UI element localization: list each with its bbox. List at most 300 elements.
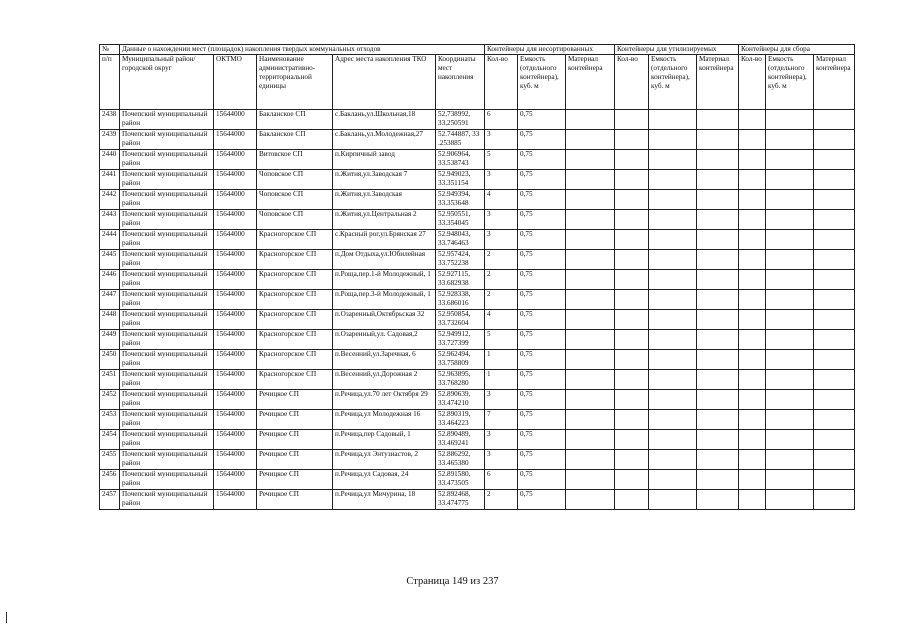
- oktmo-cell: 15644000: [214, 410, 257, 430]
- unsorted-count-cell: 3: [485, 170, 518, 190]
- empty-cell: [766, 430, 814, 450]
- empty-cell: [649, 170, 697, 190]
- admin-unit-cell: Красногорское СП: [257, 310, 333, 330]
- empty-cell: [615, 310, 649, 330]
- table-row: [100, 430, 855, 450]
- unsorted-capacity-cell: 0,75: [518, 410, 566, 430]
- empty-cell: [615, 430, 649, 450]
- municipality-cell: Почепский муниципальный район: [120, 410, 214, 430]
- empty-cell: [766, 350, 814, 370]
- unsorted-capacity-cell: 0,75: [518, 210, 566, 230]
- empty-cell: [566, 170, 615, 190]
- coords-cell: 52.744887, 33 .253885: [436, 130, 485, 150]
- empty-cell: [739, 270, 766, 290]
- empty-cell: [566, 450, 615, 470]
- empty-cell: [814, 430, 855, 450]
- empty-cell: [566, 290, 615, 310]
- empty-cell: [697, 250, 739, 270]
- empty-cell: [566, 270, 615, 290]
- unsorted-count-cell: 3: [485, 450, 518, 470]
- admin-unit-cell: Красногорское СП: [257, 230, 333, 250]
- unsorted-capacity-cell: 0,75: [518, 250, 566, 270]
- empty-cell: [615, 230, 649, 250]
- empty-cell: [649, 370, 697, 390]
- empty-cell: [649, 250, 697, 270]
- unsorted-count-cell: 3: [485, 230, 518, 250]
- empty-cell: [766, 110, 814, 130]
- row-number: 2446: [100, 270, 120, 290]
- row-number: 2441: [100, 170, 120, 190]
- header-recycle-capacity: Емкость (отдельного контейнера), куб. м: [649, 55, 697, 110]
- address-cell: п.Речица,пер Садовый, 1: [333, 430, 436, 450]
- oktmo-cell: 15644000: [214, 270, 257, 290]
- admin-unit-cell: Речицкое СП: [257, 430, 333, 450]
- empty-cell: [814, 390, 855, 410]
- table-row: [100, 150, 855, 170]
- admin-unit-cell: Чоповское СП: [257, 170, 333, 190]
- empty-cell: [566, 150, 615, 170]
- unsorted-capacity-cell: 0,75: [518, 230, 566, 250]
- unsorted-count-cell: 6: [485, 110, 518, 130]
- table-row: [100, 410, 855, 430]
- unsorted-capacity-cell: 0,75: [518, 490, 566, 510]
- empty-cell: [814, 330, 855, 350]
- coords-cell: 52.950551, 33.354045: [436, 210, 485, 230]
- header-recycle-group: Контейнеры для утилизируемых: [615, 45, 739, 55]
- municipality-cell: Почепский муниципальный район: [120, 390, 214, 410]
- header-unsorted-material: Материал контейнера: [566, 55, 615, 110]
- empty-cell: [566, 350, 615, 370]
- empty-cell: [739, 210, 766, 230]
- empty-cell: [566, 130, 615, 150]
- header-admin-unit: Наименование административно-территориальной единицы: [257, 55, 333, 110]
- unsorted-count-cell: 2: [485, 490, 518, 510]
- table-row: [100, 190, 855, 210]
- empty-cell: [649, 450, 697, 470]
- unsorted-capacity-cell: 0,75: [518, 390, 566, 410]
- empty-cell: [649, 110, 697, 130]
- unsorted-count-cell: 4: [485, 310, 518, 330]
- table-row: [100, 250, 855, 270]
- empty-cell: [814, 210, 855, 230]
- address-cell: п.Дом Отдыха,ул.Юбилейная: [333, 250, 436, 270]
- municipality-cell: Почепский муниципальный район: [120, 250, 214, 270]
- empty-cell: [615, 330, 649, 350]
- header-collection-material: Материал контейнера: [814, 55, 855, 110]
- empty-cell: [566, 370, 615, 390]
- table-row: [100, 310, 855, 330]
- empty-cell: [566, 210, 615, 230]
- empty-cell: [739, 310, 766, 330]
- table-row: [100, 470, 855, 490]
- header-collection-group: Контейнеры для сбора: [739, 45, 855, 55]
- admin-unit-cell: Речицкое СП: [257, 470, 333, 490]
- margin-mark: [6, 612, 7, 623]
- municipality-cell: Почепский муниципальный район: [120, 350, 214, 370]
- coords-cell: 52.963895, 33.768280: [436, 370, 485, 390]
- table-row: [100, 290, 855, 310]
- empty-cell: [814, 310, 855, 330]
- address-cell: п.Речица,ул Садовая, 24: [333, 470, 436, 490]
- empty-cell: [649, 330, 697, 350]
- unsorted-count-cell: 4: [485, 190, 518, 210]
- empty-cell: [739, 390, 766, 410]
- empty-cell: [566, 190, 615, 210]
- coords-cell: 52.892468, 33.474775: [436, 490, 485, 510]
- empty-cell: [814, 490, 855, 510]
- municipality-cell: Почепский муниципальный район: [120, 210, 214, 230]
- address-cell: п.Речица,ул Мичурина, 18: [333, 490, 436, 510]
- row-number: 2450: [100, 350, 120, 370]
- empty-cell: [739, 450, 766, 470]
- empty-cell: [739, 230, 766, 250]
- row-number: 2448: [100, 310, 120, 330]
- empty-cell: [649, 310, 697, 330]
- address-cell: с.Баклань,ул.Школьная,18: [333, 110, 436, 130]
- empty-cell: [766, 310, 814, 330]
- empty-cell: [615, 450, 649, 470]
- row-number: 2438: [100, 110, 120, 130]
- unsorted-capacity-cell: 0,75: [518, 290, 566, 310]
- address-cell: п.Житня,ул.Заводская: [333, 190, 436, 210]
- oktmo-cell: 15644000: [214, 370, 257, 390]
- empty-cell: [814, 470, 855, 490]
- empty-cell: [814, 290, 855, 310]
- unsorted-capacity-cell: 0,75: [518, 370, 566, 390]
- oktmo-cell: 15644000: [214, 490, 257, 510]
- unsorted-count-cell: 6: [485, 470, 518, 490]
- unsorted-capacity-cell: 0,75: [518, 110, 566, 130]
- unsorted-count-cell: 1: [485, 350, 518, 370]
- header-recycle-count: Кол-во: [615, 55, 649, 110]
- oktmo-cell: 15644000: [214, 250, 257, 270]
- admin-unit-cell: Бакланское СП: [257, 130, 333, 150]
- coords-cell: 52,738992, 33,250591: [436, 110, 485, 130]
- empty-cell: [615, 350, 649, 370]
- admin-unit-cell: Красногорское СП: [257, 250, 333, 270]
- empty-cell: [615, 370, 649, 390]
- table-row: [100, 230, 855, 250]
- oktmo-cell: 15644000: [214, 350, 257, 370]
- empty-cell: [766, 450, 814, 470]
- header-unsorted-count: Кол-во: [485, 55, 518, 110]
- admin-unit-cell: Красногорское СП: [257, 270, 333, 290]
- unsorted-count-cell: 5: [485, 330, 518, 350]
- address-cell: с.Красный рог,ул.Брянская 27: [333, 230, 436, 250]
- empty-cell: [697, 390, 739, 410]
- oktmo-cell: 15644000: [214, 230, 257, 250]
- empty-cell: [615, 130, 649, 150]
- empty-cell: [814, 230, 855, 250]
- empty-cell: [697, 130, 739, 150]
- header-collection-count: Кол-во: [739, 55, 766, 110]
- empty-cell: [566, 310, 615, 330]
- empty-cell: [766, 370, 814, 390]
- empty-cell: [814, 410, 855, 430]
- table-row: [100, 110, 855, 130]
- empty-cell: [649, 150, 697, 170]
- row-number: 2449: [100, 330, 120, 350]
- empty-cell: [697, 350, 739, 370]
- coords-cell: 52.949912, 33.727399: [436, 330, 485, 350]
- empty-cell: [739, 350, 766, 370]
- row-number: 2439: [100, 130, 120, 150]
- unsorted-count-cell: 2: [485, 270, 518, 290]
- admin-unit-cell: Речицкое СП: [257, 450, 333, 470]
- row-number: 2443: [100, 210, 120, 230]
- admin-unit-cell: Красногорское СП: [257, 350, 333, 370]
- empty-cell: [739, 170, 766, 190]
- oktmo-cell: 15644000: [214, 430, 257, 450]
- empty-cell: [814, 370, 855, 390]
- empty-cell: [649, 190, 697, 210]
- admin-unit-cell: Красногорское СП: [257, 330, 333, 350]
- coords-cell: 52.906964, 33.538743: [436, 150, 485, 170]
- empty-cell: [766, 150, 814, 170]
- empty-cell: [766, 230, 814, 250]
- header-pn: п/п: [100, 55, 120, 110]
- oktmo-cell: 15644000: [214, 190, 257, 210]
- unsorted-count-cell: 2: [485, 250, 518, 270]
- admin-unit-cell: Красногорское СП: [257, 370, 333, 390]
- coords-cell: 52.890639, 33.474210: [436, 390, 485, 410]
- empty-cell: [566, 390, 615, 410]
- oktmo-cell: 15644000: [214, 130, 257, 150]
- address-cell: п.Роща,пер.1-й Молодежный, 1: [333, 270, 436, 290]
- header-oktmo: ОКТМО: [214, 55, 257, 110]
- empty-cell: [739, 250, 766, 270]
- table-row: [100, 370, 855, 390]
- empty-cell: [739, 110, 766, 130]
- empty-cell: [739, 490, 766, 510]
- row-number: 2447: [100, 290, 120, 310]
- empty-cell: [814, 130, 855, 150]
- unsorted-count-cell: 3: [485, 130, 518, 150]
- unsorted-capacity-cell: 0,75: [518, 450, 566, 470]
- admin-unit-cell: Речицкое СП: [257, 490, 333, 510]
- page-number: Страница 149 из 237: [406, 576, 499, 587]
- empty-cell: [697, 290, 739, 310]
- empty-cell: [739, 150, 766, 170]
- oktmo-cell: 15644000: [214, 150, 257, 170]
- unsorted-capacity-cell: 0,75: [518, 270, 566, 290]
- oktmo-cell: 15644000: [214, 210, 257, 230]
- header-data-group: Данные о нахождении мест (площадок) накопления твердых коммунальных отходов: [120, 45, 485, 55]
- address-cell: п.Весенний,ул.Заречная, 6: [333, 350, 436, 370]
- municipality-cell: Почепский муниципальный район: [120, 230, 214, 250]
- row-number: 2440: [100, 150, 120, 170]
- empty-cell: [566, 230, 615, 250]
- empty-cell: [766, 270, 814, 290]
- header-collection-capacity: Емкость (отдельного контейнера), куб. м: [766, 55, 814, 110]
- empty-cell: [649, 490, 697, 510]
- coords-cell: 52.890319, 33.464223: [436, 410, 485, 430]
- empty-cell: [566, 110, 615, 130]
- coords-cell: 52.957424, 33.752238: [436, 250, 485, 270]
- empty-cell: [566, 470, 615, 490]
- empty-cell: [566, 330, 615, 350]
- empty-cell: [766, 210, 814, 230]
- municipality-cell: Почепский муниципальный район: [120, 170, 214, 190]
- coords-cell: 52.886292, 33.465380: [436, 450, 485, 470]
- empty-cell: [697, 470, 739, 490]
- address-cell: п.Роща,пер.3-й Молодежный, 1: [333, 290, 436, 310]
- coords-cell: 52.927115, 33.682938: [436, 270, 485, 290]
- admin-unit-cell: Бакланское СП: [257, 110, 333, 130]
- address-cell: п.Озаренный,ул. Садовая,2: [333, 330, 436, 350]
- address-cell: с.Баклань,ул.Молодежная,27: [333, 130, 436, 150]
- empty-cell: [697, 230, 739, 250]
- empty-cell: [649, 270, 697, 290]
- unsorted-capacity-cell: 0,75: [518, 170, 566, 190]
- row-number: 2452: [100, 390, 120, 410]
- table-row: [100, 330, 855, 350]
- empty-cell: [697, 170, 739, 190]
- empty-cell: [814, 270, 855, 290]
- empty-cell: [615, 190, 649, 210]
- municipality-cell: Почепский муниципальный район: [120, 490, 214, 510]
- empty-cell: [649, 210, 697, 230]
- unsorted-capacity-cell: 0,75: [518, 470, 566, 490]
- header-coords: Координаты мест накопления: [436, 55, 485, 110]
- municipality-cell: Почепский муниципальный район: [120, 330, 214, 350]
- row-number: 2455: [100, 450, 120, 470]
- empty-cell: [697, 210, 739, 230]
- empty-cell: [766, 410, 814, 430]
- empty-cell: [649, 290, 697, 310]
- empty-cell: [814, 170, 855, 190]
- coords-cell: 52.891580, 33.473505: [436, 470, 485, 490]
- empty-cell: [615, 170, 649, 190]
- table-row: [100, 130, 855, 150]
- admin-unit-cell: Речицкое СП: [257, 390, 333, 410]
- header-municipality: Муниципальный район/городской округ: [120, 55, 214, 110]
- address-cell: п.Речица,ул.70 лет Октября 29: [333, 390, 436, 410]
- empty-cell: [697, 150, 739, 170]
- address-cell: п.Кирпичный завод: [333, 150, 436, 170]
- empty-cell: [697, 450, 739, 470]
- empty-cell: [766, 490, 814, 510]
- unsorted-capacity-cell: 0,75: [518, 430, 566, 450]
- empty-cell: [697, 110, 739, 130]
- table-row: [100, 490, 855, 510]
- unsorted-count-cell: 7: [485, 410, 518, 430]
- row-number: 2456: [100, 470, 120, 490]
- address-cell: п.Озаренный,Октябрьская 32: [333, 310, 436, 330]
- empty-cell: [814, 150, 855, 170]
- table-row: [100, 390, 855, 410]
- municipality-cell: Почепский муниципальный район: [120, 190, 214, 210]
- empty-cell: [697, 410, 739, 430]
- coords-cell: 52.962494, 33.758809: [436, 350, 485, 370]
- empty-cell: [615, 150, 649, 170]
- oktmo-cell: 15644000: [214, 390, 257, 410]
- unsorted-count-cell: 2: [485, 290, 518, 310]
- oktmo-cell: 15644000: [214, 170, 257, 190]
- address-cell: п.Речица,ул Энтузиастов, 2: [333, 450, 436, 470]
- municipality-cell: Почепский муниципальный район: [120, 130, 214, 150]
- header-unsorted-capacity: Емкость (отдельного контейнера), куб. м: [518, 55, 566, 110]
- coords-cell: 52.949394, 33.353648: [436, 190, 485, 210]
- header-address: Адрес места накопления ТКО: [333, 55, 436, 110]
- row-number: 2445: [100, 250, 120, 270]
- empty-cell: [615, 490, 649, 510]
- row-number: 2451: [100, 370, 120, 390]
- empty-cell: [766, 130, 814, 150]
- empty-cell: [739, 130, 766, 150]
- empty-cell: [739, 430, 766, 450]
- row-number: 2453: [100, 410, 120, 430]
- unsorted-capacity-cell: 0,75: [518, 150, 566, 170]
- empty-cell: [697, 430, 739, 450]
- empty-cell: [814, 350, 855, 370]
- header-num: №: [100, 45, 120, 55]
- empty-cell: [739, 470, 766, 490]
- empty-cell: [615, 390, 649, 410]
- municipality-cell: Почепский муниципальный район: [120, 150, 214, 170]
- empty-cell: [766, 290, 814, 310]
- table-row: [100, 350, 855, 370]
- empty-cell: [566, 410, 615, 430]
- empty-cell: [739, 370, 766, 390]
- oktmo-cell: 15644000: [214, 310, 257, 330]
- empty-cell: [615, 470, 649, 490]
- table-row: [100, 170, 855, 190]
- empty-cell: [814, 110, 855, 130]
- admin-unit-cell: Красногорское СП: [257, 290, 333, 310]
- oktmo-cell: 15644000: [214, 330, 257, 350]
- waste-sites-table: [99, 44, 855, 510]
- row-number: 2457: [100, 490, 120, 510]
- empty-cell: [649, 410, 697, 430]
- address-cell: п.Весенний,ул.Дорожная 2: [333, 370, 436, 390]
- admin-unit-cell: Чоповское СП: [257, 210, 333, 230]
- unsorted-count-cell: 5: [485, 150, 518, 170]
- empty-cell: [766, 390, 814, 410]
- unsorted-capacity-cell: 0,75: [518, 350, 566, 370]
- row-number: 2442: [100, 190, 120, 210]
- empty-cell: [766, 190, 814, 210]
- empty-cell: [739, 290, 766, 310]
- coords-cell: 52.950854, 33.732604: [436, 310, 485, 330]
- empty-cell: [814, 190, 855, 210]
- municipality-cell: Почепский муниципальный район: [120, 310, 214, 330]
- admin-unit-cell: Чоповское СП: [257, 190, 333, 210]
- municipality-cell: Почепский муниципальный район: [120, 110, 214, 130]
- header-unsorted-group: Контейнеры для несортированных: [485, 45, 615, 55]
- table-row: [100, 210, 855, 230]
- empty-cell: [739, 190, 766, 210]
- empty-cell: [697, 370, 739, 390]
- address-cell: п.Речица,ул Молодежная 16: [333, 410, 436, 430]
- unsorted-capacity-cell: 0,75: [518, 190, 566, 210]
- unsorted-capacity-cell: 0,75: [518, 130, 566, 150]
- municipality-cell: Почепский муниципальный район: [120, 370, 214, 390]
- empty-cell: [697, 310, 739, 330]
- empty-cell: [649, 390, 697, 410]
- empty-cell: [615, 210, 649, 230]
- empty-cell: [649, 230, 697, 250]
- oktmo-cell: 15644000: [214, 290, 257, 310]
- unsorted-capacity-cell: 0,75: [518, 330, 566, 350]
- admin-unit-cell: Речицкое СП: [257, 410, 333, 430]
- row-number: 2454: [100, 430, 120, 450]
- empty-cell: [766, 170, 814, 190]
- empty-cell: [766, 330, 814, 350]
- empty-cell: [615, 290, 649, 310]
- unsorted-count-cell: 3: [485, 390, 518, 410]
- oktmo-cell: 15644000: [214, 450, 257, 470]
